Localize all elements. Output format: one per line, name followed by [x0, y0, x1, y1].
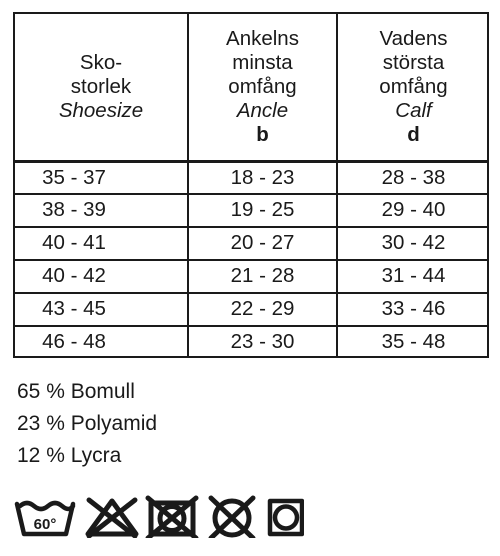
ankle-cell: 18 - 23: [230, 166, 295, 189]
header-text-english: Shoesize: [58, 99, 144, 122]
material-line: 12 % Lycra: [17, 444, 122, 467]
ankle-cell: 22 - 29: [230, 297, 295, 320]
material-line: 23 % Polyamid: [17, 412, 158, 435]
header-text-english: Calf: [395, 99, 432, 122]
table-row: [15, 163, 487, 193]
calf-cell: 33 - 46: [381, 297, 446, 320]
calf-cell: 29 - 40: [381, 198, 446, 221]
tumble-dry-icon: [270, 501, 302, 534]
size-cell: 35 - 37: [42, 166, 106, 189]
header-text: Vadens: [379, 27, 448, 50]
header-text: minsta: [232, 51, 293, 74]
header-text: storlek: [70, 75, 132, 98]
header-ankle: [189, 14, 336, 160]
material-composition: [17, 376, 157, 472]
size-cell: 40 - 42: [42, 264, 106, 287]
header-text: omfång: [379, 75, 448, 98]
calf-cell: 35 - 48: [381, 330, 446, 353]
table-row: [15, 261, 487, 291]
calf-cell: 31 - 44: [381, 264, 446, 287]
table-row: [15, 195, 487, 225]
no-iron-icon: [148, 498, 196, 538]
table-row: [15, 228, 487, 258]
ankle-cell: 21 - 28: [230, 264, 295, 287]
calf-cell: 30 - 42: [381, 231, 446, 254]
header-text-english: Ancle: [236, 99, 289, 122]
no-bleach-icon: [88, 500, 136, 536]
wash-temperature: 60°: [33, 516, 57, 533]
ankle-cell: 20 - 27: [230, 231, 295, 254]
header-calf: [338, 14, 489, 160]
header-text: största: [382, 51, 445, 74]
ankle-cell: 19 - 25: [230, 198, 295, 221]
material-line: 65 % Bomull: [17, 380, 135, 403]
ankle-cell: 23 - 30: [230, 330, 295, 353]
size-cell: 40 - 41: [42, 231, 106, 254]
size-cell: 43 - 45: [42, 297, 106, 320]
care-symbols: [14, 492, 304, 538]
header-text: omfång: [228, 75, 297, 98]
header-letter: b: [256, 123, 269, 146]
size-table: [13, 12, 489, 358]
header-letter: d: [407, 123, 420, 146]
wash-60-icon: [17, 503, 73, 534]
table-row: [15, 294, 487, 324]
header-shoesize: [15, 14, 187, 160]
table-row: [15, 327, 487, 357]
no-dry-clean-icon: [211, 498, 253, 538]
size-cell: 38 - 39: [42, 198, 106, 221]
calf-cell: 28 - 38: [381, 166, 446, 189]
header-text: Ankelns: [226, 27, 299, 50]
header-text: Sko-: [79, 51, 123, 74]
size-cell: 46 - 48: [42, 330, 106, 353]
